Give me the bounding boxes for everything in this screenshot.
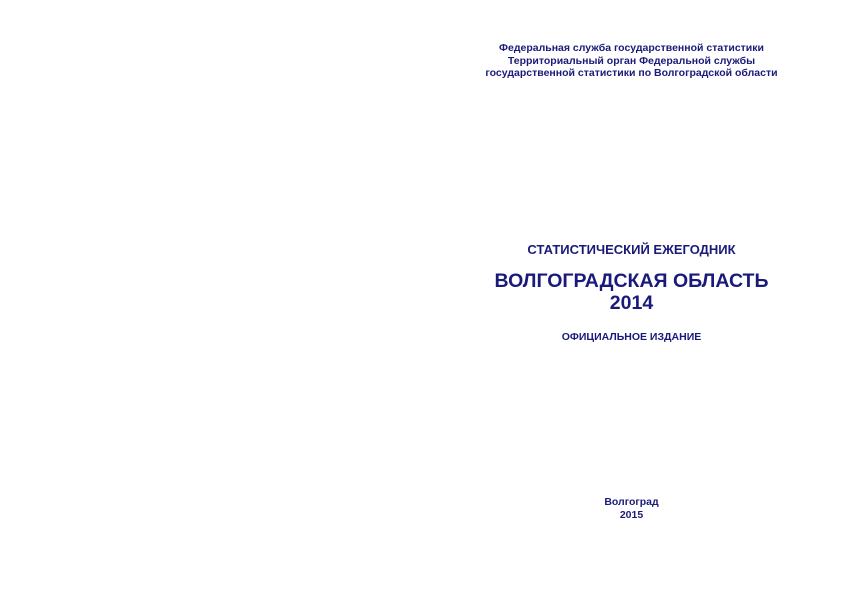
imprint-year: 2015 <box>619 508 644 521</box>
right-title-page <box>421 0 842 595</box>
imprint-city: Волгоград <box>604 496 659 508</box>
imprint <box>421 496 842 521</box>
main-title-region: ВОЛГОГРАДСКАЯ ОБЛАСТЬ <box>494 270 769 292</box>
organization-header <box>421 42 842 80</box>
series-title: СТАТИСТИЧЕСКИЙ ЕЖЕГОДНИК <box>527 242 736 257</box>
edition-note: ОФИЦИАЛЬНОЕ ИЗДАНИЕ <box>561 331 702 343</box>
organization-line-1: Федеральная служба государственной статистики <box>499 42 764 54</box>
organization-line-3: государственной статистики по Волгоградской области <box>485 67 778 79</box>
main-title-year: 2014 <box>609 292 654 314</box>
main-title <box>421 270 842 314</box>
organization-line-2: Территориальный орган Федеральной службы <box>507 54 756 67</box>
